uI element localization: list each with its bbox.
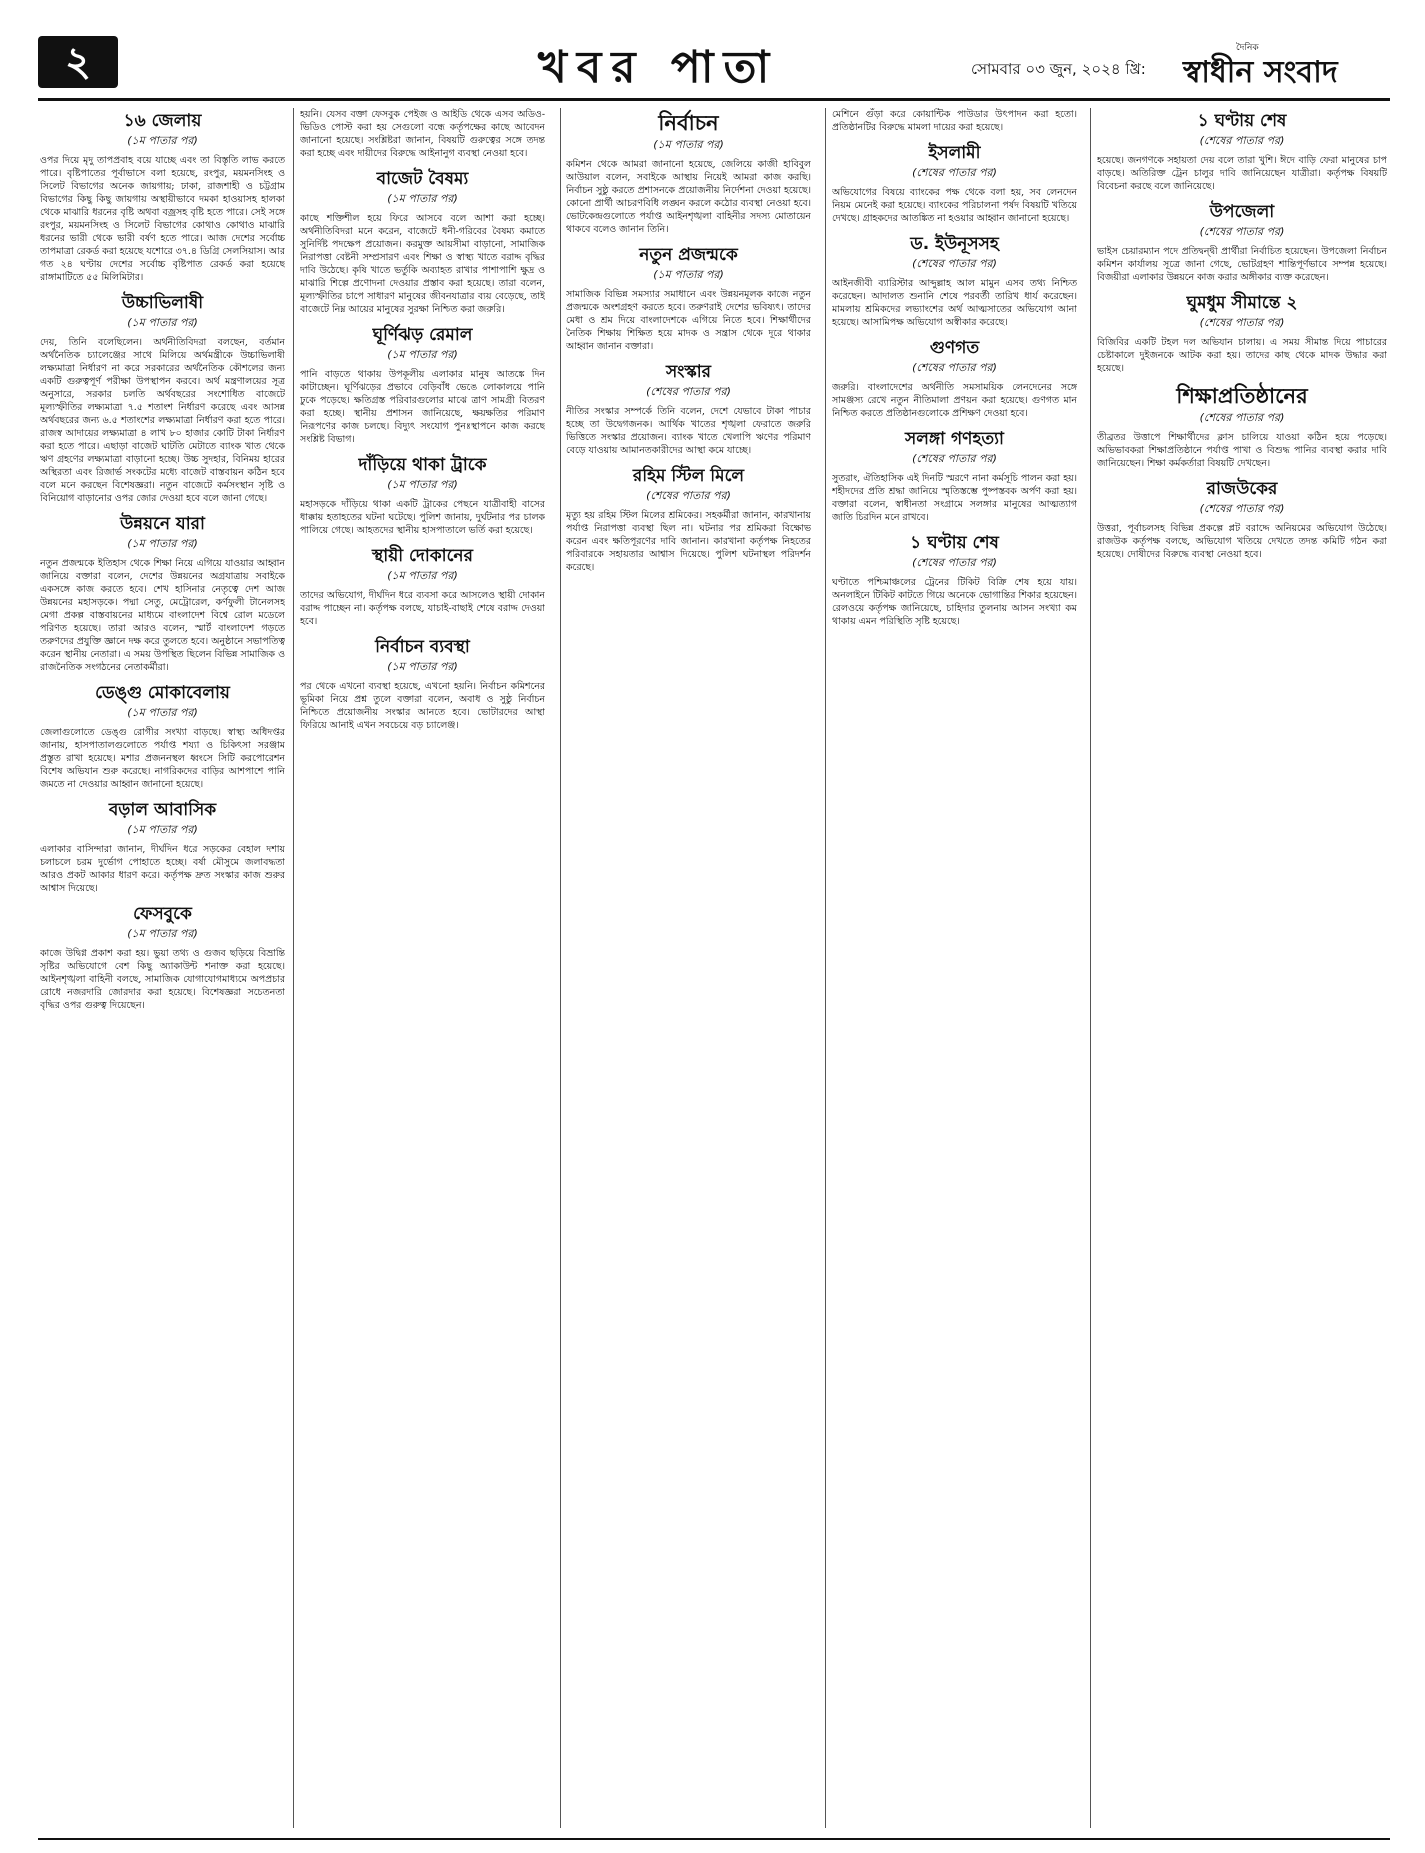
article-body: অভিযোগের বিষয়ে ব্যাংকের পক্ষ থেকে বলা হয়, সব লেনদেন নিয়ম মেনেই করা হয়েছে। ব্যাংকের পরিচালনা পর্ষদ বিষয়টি খতিয়ে দেখছে। গ্রাহকদের আতঙ্কিত না হওয়ার আহ্বান জানানো হয়েছে। [832, 187, 1077, 224]
article [832, 532, 1077, 628]
continuation-label: (শেষের পাতার পর) [912, 556, 997, 569]
article [40, 799, 285, 895]
article-body: মেশিনে গুঁড়া করে কোয়ান্টিক পাউডার উৎপাদন করা হতো। প্রতিষ্ঠানটির বিরুদ্ধে মামলা দায়ের করা হয়েছে। [832, 109, 1077, 133]
masthead-rule [38, 98, 1390, 101]
article-headline: ১৬ জেলায় [123, 111, 202, 131]
column-divider [825, 108, 826, 1828]
article-body: জরুরি। বাংলাদেশের অর্থনীতি সমসাময়িক লেনদেনের সঙ্গে সামঞ্জস্য রেখে নতুন নীতিমালা প্রণয়ন করা হয়েছে। গুণগত মান নিশ্চিত করতে প্রতিষ্ঠানগুলোকে প্রশিক্ষণ দেওয়া হবে। [832, 382, 1077, 419]
continuation-label: (শেষের পাতার পর) [912, 452, 997, 465]
article-headline: ডেঙ্গু মোকাবেলায় [95, 683, 230, 703]
article [1097, 478, 1387, 561]
article-headline: সংস্কার [665, 362, 712, 382]
article [300, 324, 545, 446]
continuation-label: (১ম পাতার পর) [387, 348, 458, 361]
article [832, 142, 1077, 225]
article [1097, 292, 1387, 375]
article-headline: স্থায়ী দোকানের [372, 546, 473, 566]
article-headline: গুণগত [929, 338, 980, 358]
article-headline: উন্নয়নে যারা [120, 514, 205, 534]
article-body: সুতরাং, ঐতিহাসিক এই দিনটি স্মরণে নানা কর্মসূচি পালন করা হয়। শহীদদের প্রতি শ্রদ্ধা জানিয়ে স্মৃতিস্তম্ভে পুষ্পস্তবক অর্পণ করা হয়। বক্তারা বলেন, স্বাধীনতা সংগ্রামে সলঙ্গার মানুষের আত্মত্যাগ জাতি চিরদিন মনে রাখবে। [832, 473, 1077, 523]
article-headline: উচ্চাভিলাষী [121, 293, 204, 313]
article [832, 108, 1077, 134]
article-headline: নতুন প্রজন্মকে [639, 245, 738, 265]
article-body: হয়েছে। জনগণকে সহায়তা দেয় বলে তারা খুশি। ঈদে বাড়ি ফেরা মানুষের চাপ বাড়ছে। অতিরিক্ত ট্রেন চালুর দাবি জানিয়েছেন যাত্রীরা। কর্তৃপক্ষ বিষয়টি বিবেচনা করছে বলে জানিয়েছে। [1097, 155, 1387, 192]
continuation-label: (১ম পাতার পর) [653, 268, 724, 281]
brand-tagline: দৈনিক [1236, 43, 1259, 53]
article-headline: ড. ইউনূসসহ [910, 234, 999, 254]
article-headline: ঘুমধুম সীমান্তে ২ [1186, 293, 1298, 313]
column-divider [560, 108, 561, 1828]
article-headline: রাজউকের [1206, 479, 1278, 499]
article-body: মৃত্যু হয় রহিম স্টিল মিলের শ্রমিকের। সহকর্মীরা জানান, কারখানায় পর্যাপ্ত নিরাপত্তা ব্যবস্থা ছিল না। ঘটনার পর শ্রমিকরা বিক্ষোভ করেন এবং ক্ষতিপূরণের দাবি জানান। কারখানা কর্তৃপক্ষ নিহতের পরিবারকে সহায়তার আশ্বাস দিয়েছে। পুলিশ ঘটনাস্থল পরিদর্শন করেছে। [566, 510, 811, 573]
article [1097, 383, 1387, 470]
continuation-label: (শেষের পাতার পর) [1199, 225, 1285, 238]
article [300, 108, 545, 160]
column-1 [40, 108, 285, 1828]
article-body: ঘণ্টাতে পশ্চিমাঞ্চলের ট্রেনের টিকিট বিক্রি শেষ হয়ে যায়। অনলাইনে টিকিট কাটতে গিয়ে অনেকে ভোগান্তির শিকার হয়েছেন। রেলওয়ে কর্তৃপক্ষ জানিয়েছে, চাহিদার তুলনায় আসন সংখ্যা কম থাকায় এমন পরিস্থিতি সৃষ্টি হয়েছে। [832, 577, 1077, 627]
page-number: ২ [38, 36, 118, 88]
article-headline: নির্বাচন ব্যবস্থা [375, 637, 470, 657]
article-headline: ১ ঘণ্টায় শেষ [910, 533, 999, 553]
article-body: কাছে শক্তিশীল হয়ে ফিরে আসবে বলে আশা করা হচ্ছে। অর্থনীতিবিদরা মনে করেন, বাজেটে ধনী-গরিবের বৈষম্য কমাতে সুনির্দিষ্ট পদক্ষেপ প্রয়োজন। করমুক্ত আয়সীমা বাড়ানো, সামাজিক নিরাপত্তা বেষ্টনী সম্প্রসারণ এবং শিক্ষা ও স্বাস্থ্য খাতে বরাদ্দ বৃদ্ধির দাবি উঠেছে। কৃষি খাতে ভর্তুকি অব্যাহত রাখার পাশাপাশি ক্ষুদ্র ও মাঝারি শিল্পে প্রণোদনা দেওয়ার প্রস্তাব করা হয়েছে। তারা বলেন, মূল্যস্ফীতির চাপে সাধারণ মানুষের জীবনযাত্রার ব্যয় বেড়েছে, তাই বাজেটে নিম্ন আয়ের মানুষের সুরক্ষা নিশ্চিত করা জরুরি। [300, 213, 545, 315]
article-body: নতুন প্রজন্মকে ইতিহাস থেকে শিক্ষা নিয়ে এগিয়ে যাওয়ার আহ্বান জানিয়ে বক্তারা বলেন, দেশের উন্নয়নের অগ্রযাত্রায় সবাইকে একসঙ্গে কাজ করতে হবে। শেখ হাসিনার নেতৃত্বে দেশ আজ উন্নয়নের মহাসড়কে। পদ্মা সেতু, মেট্রোরেল, কর্ণফুলী টানেলসহ মেগা প্রকল্প বাস্তবায়নের মাধ্যমে বাংলাদেশ বিশ্বে রোল মডেলে পরিণত হয়েছে। তারা আরও বলেন, স্মার্ট বাংলাদেশ গড়তে তরুণদের প্রযুক্তি জ্ঞানে দক্ষ করে তুলতে হবে। অনুষ্ঠানে সভাপতিত্ব করেন স্থানীয় নেতারা। এ সময় উপস্থিত ছিলেন বিভিন্ন সামাজিক ও রাজনৈতিক সংগঠনের নেতাকর্মীরা। [40, 558, 285, 673]
bottom-rule [38, 1838, 1390, 1840]
article-body: নীতির সংস্কার সম্পর্কে তিনি বলেন, দেশে যেভাবে টাকা পাচার হচ্ছে তা উদ্বেগজনক। আর্থিক খাতের শৃঙ্খলা ফেরাতে জরুরি ভিত্তিতে সংস্কার প্রয়োজন। ব্যাংক খাতে খেলাপি ঋণের পরিমাণ বেড়ে যাওয়ায় আমানতকারীদের আস্থা কমে যাচ্ছে। [566, 406, 811, 456]
article-headline: বাজেট বৈষম্য [376, 169, 469, 189]
article [832, 337, 1077, 420]
article-body: হয়নি। যেসব বক্তা ফেসবুক পেইজ ও আইডি থেকে এসব অডিও-ভিডিও পোস্ট করা হয় সেগুলো বন্ধে কর্তৃপক্ষের কাছে আবেদন জানানো হয়েছে। সংশ্লিষ্টরা জানান, বিষয়টি গুরুত্বের সঙ্গে তদন্ত করা হচ্ছে এবং দায়ীদের বিরুদ্ধে আইনানুগ ব্যবস্থা নেওয়া হবে। [300, 109, 545, 159]
article-body: জেলাগুলোতে ডেঙ্গু রোগীর সংখ্যা বাড়ছে। স্বাস্থ্য অধিদপ্তর জানায়, হাসপাতালগুলোতে পর্যাপ্ত শয্যা ও চিকিৎসা সরঞ্জাম প্রস্তুত রাখা হয়েছে। মশার প্রজননস্থল ধ্বংসে সিটি করপোরেশন বিশেষ অভিযান শুরু করেছে। নাগরিকদের বাড়ির আশপাশে পানি জমতে না দেওয়ার আহ্বান জানানো হয়েছে। [40, 727, 285, 790]
article [300, 454, 545, 537]
article-body: আইনজীবী ব্যারিস্টার আব্দুল্লাহ আল মামুন এসব তথ্য নিশ্চিত করেছেন। আদালত শুনানি শেষে পরবর্তী তারিখ ধার্য করেছেন। মামলায় শ্রমিকদের লভ্যাংশের অর্থ আত্মসাতের অভিযোগ আনা হয়েছে। আসামিপক্ষ অভিযোগ অস্বীকার করেছে। [832, 278, 1077, 328]
article-body: দেয়, তিনি বলেছিলেন। অর্থনীতিবিদরা বলছেন, বর্তমান অর্থনৈতিক চ্যালেঞ্জের সাথে মিলিয়ে অর্থমন্ত্রীকে উচ্চাভিলাষী লক্ষ্যমাত্রা নির্ধারণ না করে সরকারের অর্থনৈতিক কৌশলের জন্য একটি গুরুত্বপূর্ণ পরীক্ষা উপস্থাপন করবে। অর্থ মন্ত্রণালয়ের সূত্র অনুসারে, সরকার চলতি অর্থবছরের সংশোধিত বাজেটে মূল্যস্ফীতির লক্ষ্যমাত্রা ৭.৫ শতাংশ নির্ধারণ করেছে এবং আসন্ন অর্থবছরের জন্য ৬.৫ শতাংশের লক্ষ্যমাত্রা নির্ধারণ করা হতে পারে। রাজস্ব আদায়ের লক্ষ্যমাত্রা ৪ লাখ ৮০ হাজার কোটি টাকা নির্ধারণ করা হতে পারে। এছাড়া বাজেট ঘাটতি মেটাতে ব্যাংক খাত থেকে ঋণ গ্রহণের লক্ষ্যমাত্রা বাড়ানো হচ্ছে। উচ্চ সুদহার, বিনিময় হারের অস্থিরতা এবং রিজার্ভ সংকটের মধ্যে বাজেট বাস্তবায়ন কঠিন হবে বলে মনে করছেন বিশেষজ্ঞরা। নতুন বাজেটে কর্মসংস্থান সৃষ্টি ও বিনিয়োগ বাড়ানোর ওপর জোর দেওয়া হবে বলে জানা গেছে। [40, 337, 285, 504]
article-headline: উপজেলা [1209, 202, 1275, 222]
column-4 [832, 108, 1077, 1828]
article-body: সামাজিক বিভিন্ন সমস্যার সমাধানে এবং উন্নয়নমূলক কাজে নতুন প্রজন্মকে অংশগ্রহণ করতে হবে। তরুণরাই দেশের ভবিষ্যৎ। তাদের মেধা ও শ্রম দিয়ে বাংলাদেশকে এগিয়ে নিতে হবে। শিক্ষার্থীদের নৈতিক শিক্ষায় শিক্ষিত হয়ে মাদক ও সন্ত্রাস থেকে দূরে থাকার আহ্বান জানান বক্তারা। [566, 289, 811, 352]
article [832, 233, 1077, 329]
article [40, 682, 285, 791]
article-body: পানি বাড়তে থাকায় উপকূলীয় এলাকার মানুষ আতঙ্কে দিন কাটাচ্ছেন। ঘূর্ণিঝড়ের প্রভাবে বেড়িবাঁধ ভেঙে লোকালয়ে পানি ঢুকে পড়েছে। ক্ষতিগ্রস্ত পরিবারগুলোর মাঝে ত্রাণ সামগ্রী বিতরণ করা হচ্ছে। স্থানীয় প্রশাসন জানিয়েছে, ক্ষয়ক্ষতির পরিমাণ নিরূপণের কাজ চলছে। বিদ্যুৎ সংযোগ পুনঃস্থাপনে কাজ করছে সংশ্লিষ্ট বিভাগ। [300, 369, 545, 445]
article-headline: শিক্ষাপ্রতিষ্ঠানের [1176, 384, 1308, 408]
article-body: ওপর দিয়ে মৃদু তাপপ্রবাহ বয়ে যাচ্ছে এবং তা বিস্তৃতি লাভ করতে পারে। বৃষ্টিপাতের পূর্বাভাসে বলা হয়েছে, রংপুর, ময়মনসিংহ ও সিলেট বিভাগের অনেক জায়গায়; ঢাকা, রাজশাহী ও চট্টগ্রাম বিভাগের কিছু কিছু জায়গায় অস্থায়ীভাবে দমকা হাওয়াসহ হালকা থেকে মাঝারি ধরনের বৃষ্টি অথবা বজ্রসহ বৃষ্টি হতে পারে। সেই সঙ্গে রংপুর, ময়মনসিংহ ও সিলেট বিভাগের কোথাও কোথাও মাঝারি ধরনের ভারী থেকে ভারী বর্ষণ হতে পারে। আজ দেশের সর্বোচ্চ তাপমাত্রা রেকর্ড করা হয়েছে যশোরে ৩৭.৪ ডিগ্রি সেলসিয়াস। আর গত ২৪ ঘণ্টায় দেশের সর্বোচ্চ বৃষ্টিপাত রেকর্ড করা হয়েছে রাঙ্গামাটিতে ৫৫ মিলিমিটার। [40, 155, 285, 283]
article [40, 110, 285, 284]
article [300, 545, 545, 628]
continuation-label: (শেষের পাতার পর) [646, 489, 731, 502]
continuation-label: (১ম পাতার পর) [127, 316, 198, 329]
article [40, 513, 285, 674]
article [566, 244, 811, 353]
article-body: এলাকার বাসিন্দারা জানান, দীর্ঘদিন ধরে সড়কের বেহাল দশায় চলাচলে চরম দুর্ভোগ পোহাতে হচ্ছে। বর্ষা মৌসুমে জলাবদ্ধতা আরও প্রকট আকার ধারণ করে। কর্তৃপক্ষ দ্রুত সংস্কার কাজ শুরুর আশ্বাস দিয়েছে। [40, 844, 285, 894]
column-3 [566, 108, 811, 1828]
article [1097, 110, 1387, 193]
article-body: ভাইস চেয়ারম্যান পদে প্রতিদ্বন্দ্বী প্রার্থীরা নির্বাচিত হয়েছেন। উপজেলা নির্বাচন কমিশন কার্যালয় সূত্রে জানা গেছে, ভোটগ্রহণ শান্তিপূর্ণভাবে সম্পন্ন হয়েছে। বিজয়ীরা এলাকার উন্নয়নে কাজ করার অঙ্গীকার ব্যক্ত করেছেন। [1097, 246, 1387, 283]
article-body: মহাসড়কে দাঁড়িয়ে থাকা একটি ট্রাকের পেছনে যাত্রীবাহী বাসের ধাক্কায় হতাহতের ঘটনা ঘটেছে। পুলিশ জানায়, দুর্ঘটনার পর চালক পালিয়ে গেছে। আহতদের স্থানীয় হাসপাতালে ভর্তি করা হয়েছে। [300, 499, 545, 536]
article-headline: দাঁড়িয়ে থাকা ট্রাকে [358, 455, 487, 475]
article-headline: ঘূর্ণিঝড় রেমাল [372, 325, 473, 345]
article-body: বিজিবির একটি টহল দল অভিযান চালায়। এ সময় সীমান্ত দিয়ে পাচারের চেষ্টাকালে দুইজনকে আটক করা হয়। তাদের কাছ থেকে মাদক উদ্ধার করা হয়েছে। [1097, 337, 1387, 374]
continuation-label: (১ম পাতার পর) [127, 823, 198, 836]
continuation-label: (১ম পাতার পর) [127, 927, 198, 940]
column-divider [293, 108, 294, 1828]
article [40, 903, 285, 1012]
article-headline: বড়াল আবাসিক [108, 800, 217, 820]
article-body: কমিশন থেকে আমরা জানানো হয়েছে, জেলিয়ে কাজী হাবিবুল আউয়াল বলেন, সবাইকে আস্থায় নিয়েই আমরা কাজ করছি। নির্বাচন সুষ্ঠু করতে প্রশাসনকে প্রয়োজনীয় নির্দেশনা দেওয়া হয়েছে। কোনো প্রার্থী আচরণবিধি লঙ্ঘন করলে কঠোর ব্যবস্থা নেওয়া হবে। ভোটকেন্দ্রগুলোতে পর্যাপ্ত আইনশৃঙ্খলা বাহিনীর সদস্য মোতায়েন থাকবে বলেও জানান তিনি। [566, 159, 811, 235]
article-body: তাদের অভিযোগ, দীর্ঘদিন ধরে ব্যবসা করে আসলেও স্থায়ী দোকান বরাদ্দ পাচ্ছেন না। কর্তৃপক্ষ বলছে, যাচাই-বাছাই শেষে বরাদ্দ দেওয়া হবে। [300, 590, 545, 627]
article [1097, 201, 1387, 284]
article-headline: রহিম স্টিল মিলে [632, 466, 745, 486]
continuation-label: (শেষের পাতার পর) [1199, 316, 1285, 329]
article-headline: নির্বাচন [658, 111, 719, 135]
column-2 [300, 108, 545, 1828]
continuation-label: (শেষের পাতার পর) [1199, 411, 1285, 424]
article [566, 110, 811, 236]
article [566, 361, 811, 457]
continuation-label: (শেষের পাতার পর) [646, 385, 731, 398]
newspaper-logo: স্বাধীন সংবাদ [1183, 55, 1338, 90]
article [40, 292, 285, 505]
article-headline: সলঙ্গা গণহত্যা [905, 429, 1004, 449]
continuation-label: (শেষের পাতার পর) [912, 361, 997, 374]
continuation-label: (শেষের পাতার পর) [912, 166, 997, 179]
issue-date: সোমবার ০৩ জুন, ২০২৪ খ্রি: [971, 60, 1146, 78]
continuation-label: (১ম পাতার পর) [387, 192, 458, 205]
article-headline: ফেসবুকে [133, 904, 192, 924]
article-body: কাজে উদ্বিগ্ন প্রকাশ করা হয়। ভুয়া তথ্য ও গুজব ছড়িয়ে বিভ্রান্তি সৃষ্টির অভিযোগে বেশ কিছু অ্যাকাউন্ট শনাক্ত করা হয়েছে। আইনশৃঙ্খলা বাহিনী বলছে, সামাজিক যোগাযোগমাধ্যমে অপপ্রচার রোধে নজরদারি জোরদার করা হয়েছে। বিশেষজ্ঞরা সচেতনতা বৃদ্ধির ওপর গুরুত্ব দিয়েছেন। [40, 948, 285, 1011]
section-title: খবর পাতা [538, 42, 780, 93]
article-body: উত্তরা, পূর্বাচলসহ বিভিন্ন প্রকল্পে প্লট বরাদ্দে অনিয়মের অভিযোগ উঠেছে। রাজউক কর্তৃপক্ষ বলছে, অভিযোগ খতিয়ে দেখতে তদন্ত কমিটি গঠন করা হয়েছে। দোষীদের বিরুদ্ধে ব্যবস্থা নেওয়া হবে। [1097, 523, 1387, 560]
continuation-label: (১ম পাতার পর) [387, 478, 458, 491]
masthead [38, 36, 1388, 94]
continuation-label: (১ম পাতার পর) [387, 569, 458, 582]
continuation-label: (১ম পাতার পর) [387, 660, 458, 673]
continuation-label: (শেষের পাতার পর) [912, 257, 997, 270]
article [832, 428, 1077, 524]
article [300, 636, 545, 732]
continuation-label: (শেষের পাতার পর) [1199, 134, 1285, 147]
continuation-label: (১ম পাতার পর) [127, 537, 198, 550]
column-divider [1090, 108, 1091, 1828]
continuation-label: (১ম পাতার পর) [127, 134, 198, 147]
article [566, 465, 811, 574]
article-headline: ইসলামী [928, 143, 981, 163]
article-headline: ১ ঘণ্টায় শেষ [1197, 111, 1287, 131]
continuation-label: (১ম পাতার পর) [653, 138, 724, 151]
continuation-label: (শেষের পাতার পর) [1199, 502, 1285, 515]
column-5 [1097, 108, 1387, 1828]
article-body: তীব্রতর উত্তাপে শিক্ষার্থীদের ক্লাস চালিয়ে যাওয়া কঠিন হয়ে পড়েছে। অভিভাবকরা শিক্ষাপ্রতিষ্ঠানে পর্যাপ্ত পাখা ও বিশুদ্ধ পানির ব্যবস্থা করার দাবি জানিয়েছেন। শিক্ষা কর্মকর্তারা বিষয়টি দেখছেন। [1097, 432, 1387, 469]
article [300, 168, 545, 316]
continuation-label: (১ম পাতার পর) [127, 706, 198, 719]
article-body: পর থেকে এখনো ব্যবস্থা হয়েছে, এখনো হয়নি। নির্বাচন কমিশনের ভূমিকা নিয়ে প্রশ্ন তুলে বক্তারা বলেন, অবাধ ও সুষ্ঠু নির্বাচন নিশ্চিতে প্রয়োজনীয় সংস্কার আনতে হবে। ভোটারদের আস্থা ফিরিয়ে আনাই এখন সবচেয়ে বড় চ্যালেঞ্জ। [300, 681, 545, 731]
